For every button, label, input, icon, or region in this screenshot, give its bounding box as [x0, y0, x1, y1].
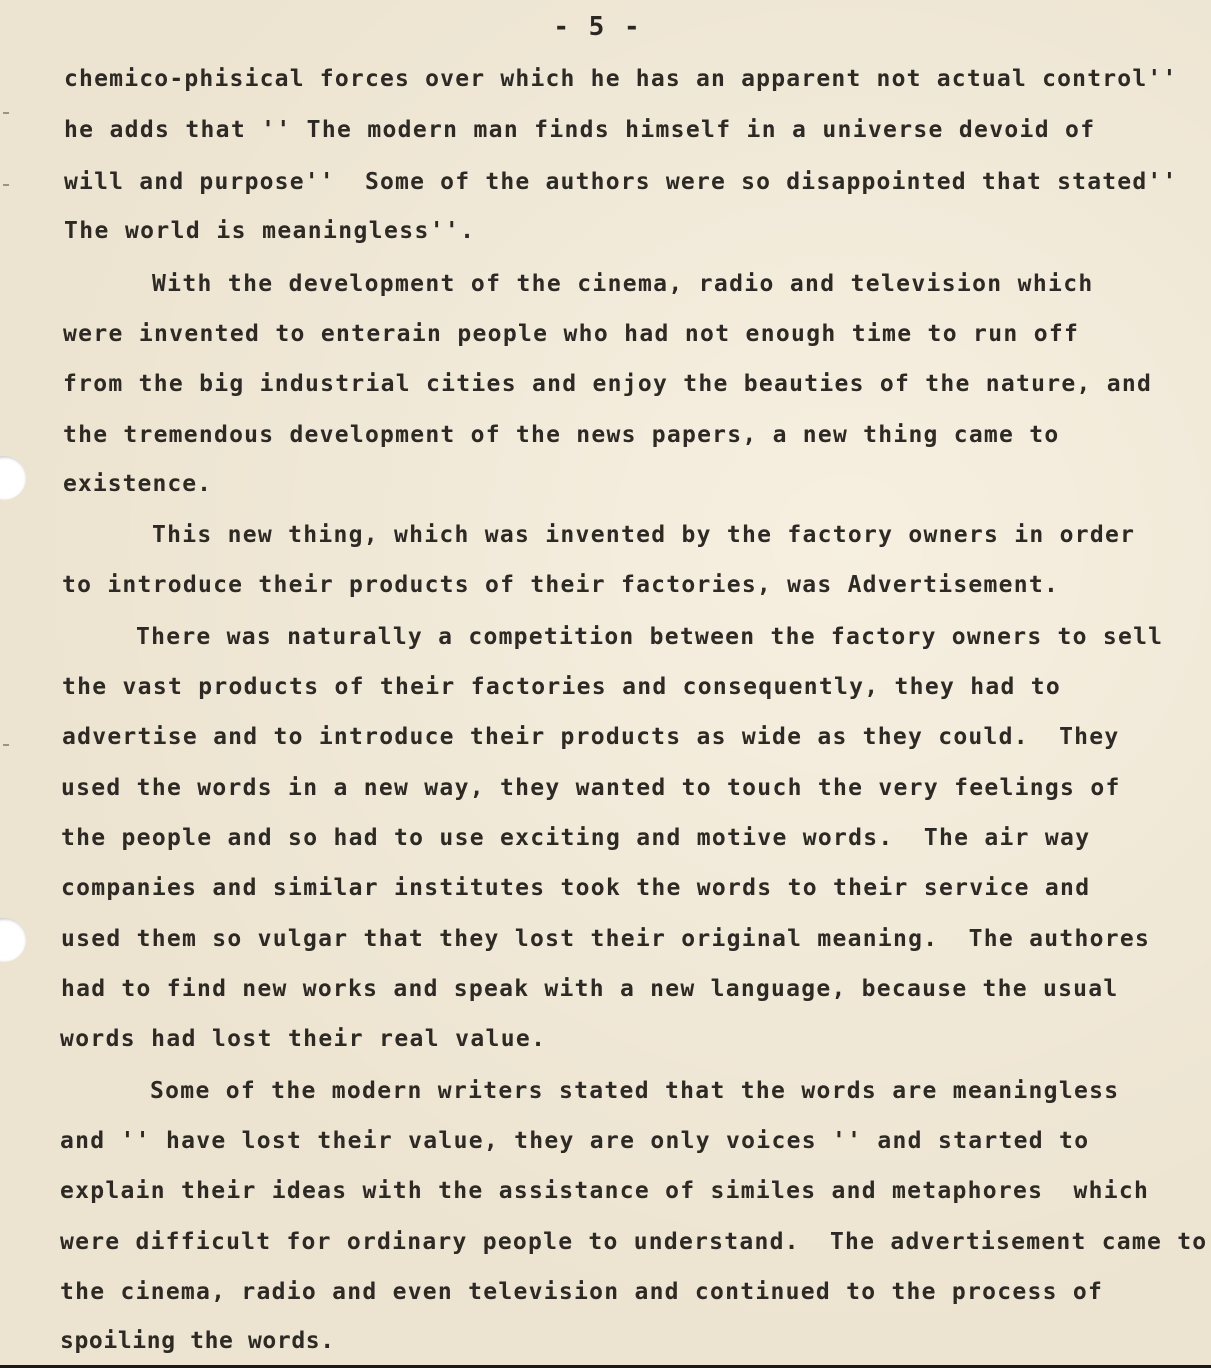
text-line: spoiling the words. — [60, 1328, 335, 1354]
page-number: - 5 - — [553, 12, 642, 42]
text-line: were difficult for ordinary people to understand. The advertisement came to — [60, 1229, 1208, 1255]
text-line: chemico-phisical forces over which he has an apparent not actual control'' — [64, 66, 1178, 92]
text-line: There was naturally a competition between the factory owners to sell — [136, 624, 1164, 650]
text-line: With the development of the cinema, radio and television which — [152, 271, 1094, 297]
edge-mark — [3, 184, 9, 186]
text-line: existence. — [63, 471, 213, 497]
text-line: he adds that '' The modern man finds himself in a universe devoid of — [64, 117, 1096, 143]
text-line: to introduce their products of their factories, was Advertisement. — [62, 572, 1060, 598]
edge-mark — [3, 744, 9, 746]
text-line: had to find new works and speak with a new language, because the usual — [61, 976, 1119, 1002]
text-line: and '' have lost their value, they are only voices '' and started to — [60, 1128, 1090, 1154]
text-line: Some of the modern writers stated that the words are meaningless — [150, 1078, 1120, 1104]
text-line: The world is meaningless''. — [64, 218, 476, 244]
text-line: the vast products of their factories and consequently, they had to — [62, 674, 1062, 700]
text-line: were invented to enterain people who had not enough time to run off — [63, 321, 1080, 347]
text-line: the cinema, radio and even television and continued to the process of — [60, 1279, 1104, 1305]
text-line: from the big industrial cities and enjoy the beauties of the nature, and — [63, 371, 1153, 397]
edge-mark — [3, 112, 9, 114]
text-line: explain their ideas with the assistance of similes and metaphores which — [60, 1178, 1150, 1204]
text-line: companies and similar institutes took the words to their service and — [61, 875, 1091, 901]
text-line: the tremendous development of the news papers, a new thing came to — [63, 422, 1060, 448]
text-line: words had lost their real value. — [60, 1026, 547, 1052]
text-line: used the words in a new way, they wanted to touch the very feelings of — [61, 775, 1121, 801]
text-line: This new thing, which was invented by the factory owners in order — [152, 522, 1136, 548]
text-line: used them so vulgar that they lost their original meaning. The authores — [61, 926, 1151, 952]
text-line: the people and so had to use exciting and motive words. The air way — [61, 825, 1091, 851]
punch-hole-lower — [0, 918, 26, 962]
text-line: advertise and to introduce their products as wide as they could. They — [62, 724, 1120, 750]
text-line: will and purpose'' Some of the authors were so disappointed that stated'' — [64, 169, 1178, 195]
punch-hole-upper — [0, 456, 26, 500]
